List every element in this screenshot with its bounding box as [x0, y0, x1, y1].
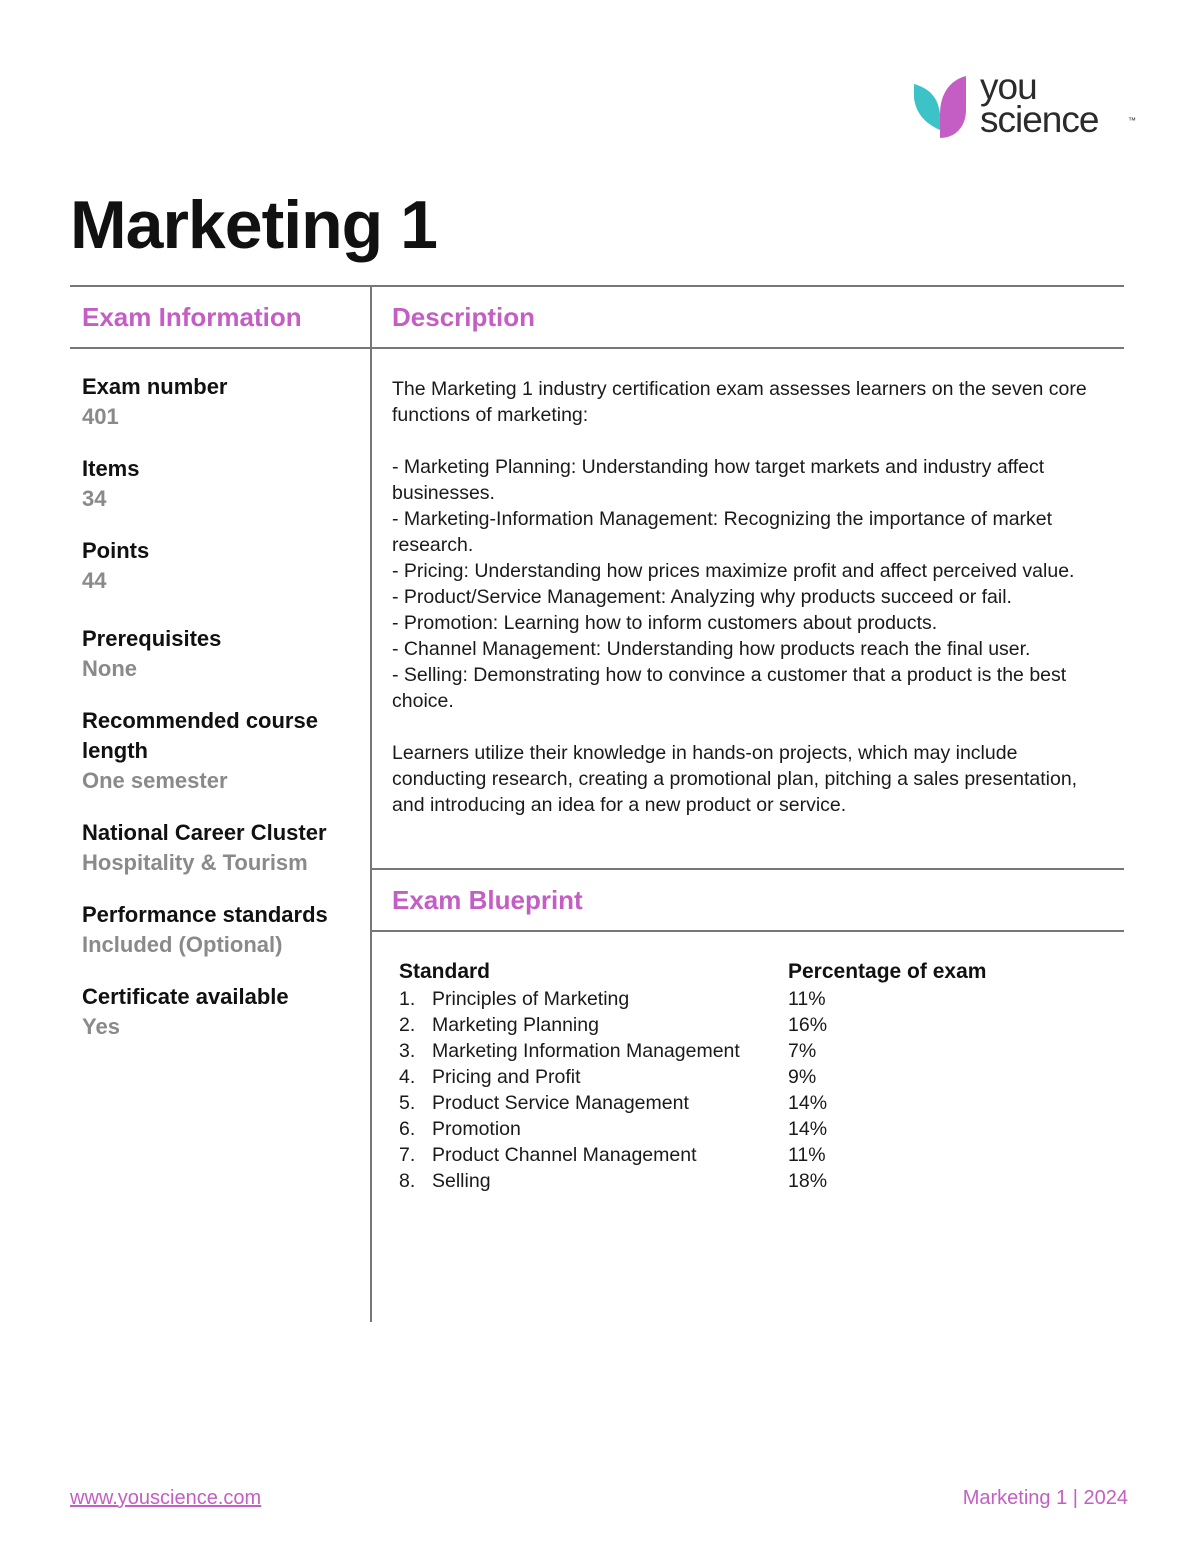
blueprint-top-divider: [370, 868, 1124, 870]
info-course-length: [82, 706, 362, 796]
exam-info-list: [82, 372, 362, 1064]
row-standard: Pricing and Profit: [432, 1066, 581, 1088]
row-standard: Product Service Management: [432, 1092, 689, 1114]
row-standard: Principles of Marketing: [432, 988, 630, 1010]
info-label: Prerequisites: [82, 626, 222, 651]
bullet-item: - Marketing-Information Management: Recognizing the importance of market research.: [392, 508, 1053, 556]
table-row: [399, 986, 1099, 1012]
row-standard: Marketing Planning: [432, 1014, 599, 1036]
exam-information-heading: Exam Information: [82, 302, 302, 332]
blueprint-header-divider: [370, 930, 1124, 932]
logo-wordmark: [980, 66, 1099, 140]
row-percentage: 9%: [788, 1066, 817, 1088]
info-items: [82, 454, 362, 514]
row-number: 3.: [399, 1040, 416, 1062]
row-standard: Marketing Information Management: [432, 1040, 740, 1062]
info-certificate: [82, 982, 362, 1042]
info-label: Recommended course length: [82, 708, 318, 763]
bullet-item: - Product/Service Management: Analyzing why products succeed or fail.: [392, 586, 1012, 608]
info-career-cluster: [82, 818, 362, 878]
leaf-logo-icon: [912, 74, 970, 140]
info-value: None: [82, 656, 137, 681]
logo-line-you: you: [980, 66, 1037, 107]
row-percentage: 11%: [788, 988, 826, 1010]
row-percentage: 11%: [788, 1144, 826, 1166]
column-header-percentage: Percentage of exam: [788, 960, 987, 983]
bullet-item: - Promotion: Learning how to inform customers about products.: [392, 612, 938, 634]
exam-blueprint-heading: Exam Blueprint: [392, 885, 583, 915]
footer-page-label: Marketing 1 | 2024: [962, 1487, 1128, 1509]
row-number: 6.: [399, 1118, 416, 1140]
row-percentage: 16%: [788, 1014, 828, 1036]
logo-line-science: science: [980, 99, 1099, 140]
top-divider: [70, 285, 1124, 287]
info-label: Exam number: [82, 374, 228, 399]
info-exam-number: [82, 372, 362, 432]
info-value: Yes: [82, 1014, 120, 1039]
info-label: Items: [82, 456, 140, 481]
row-number: 1.: [399, 988, 416, 1010]
info-label: Performance standards: [82, 902, 328, 927]
table-row: [399, 1168, 1099, 1194]
info-value: 44: [82, 568, 107, 593]
info-performance-standards: [82, 900, 362, 960]
row-number: 7.: [399, 1144, 416, 1166]
description-body: [392, 376, 1114, 844]
row-number: 8.: [399, 1170, 416, 1192]
header-divider: [70, 347, 1124, 349]
row-number: 5.: [399, 1092, 416, 1114]
table-row: [399, 1090, 1099, 1116]
youscience-logo: [912, 66, 1136, 142]
blueprint-header-row: [399, 958, 1099, 986]
column-divider: [370, 286, 372, 1322]
page-title: Marketing 1: [70, 187, 437, 263]
info-value: 401: [82, 404, 119, 429]
row-standard: Selling: [432, 1170, 491, 1192]
info-value: Hospitality & Tourism: [82, 850, 308, 875]
info-label: Points: [82, 538, 150, 563]
description-closing: Learners utilize their knowledge in hands-on projects, which may include conducting research, creating a promotional plan, pitching a sales presentation, and introducing an idea for a new product or service.: [392, 742, 1078, 816]
blueprint-table: [399, 958, 1099, 1194]
info-value: One semester: [82, 768, 228, 793]
bullet-item: - Channel Management: Understanding how products reach the final user.: [392, 638, 1031, 660]
website-link[interactable]: www.youscience.com: [70, 1487, 262, 1509]
row-standard: Product Channel Management: [432, 1144, 697, 1166]
description-bullets: [392, 454, 1114, 714]
info-prerequisites: [82, 624, 362, 684]
bullet-item: - Selling: Demonstrating how to convince a customer that a product is the best choice.: [392, 664, 1067, 712]
bullet-item: - Marketing Planning: Understanding how target markets and industry affect businesses.: [392, 456, 1045, 504]
info-label: Certificate available: [82, 984, 289, 1009]
info-value: Included (Optional): [82, 932, 283, 957]
column-header-standard: Standard: [399, 960, 491, 983]
row-percentage: 7%: [788, 1040, 817, 1062]
info-label: National Career Cluster: [82, 820, 327, 845]
row-number: 2.: [399, 1014, 416, 1036]
info-value: 34: [82, 486, 107, 511]
row-percentage: 14%: [788, 1092, 828, 1114]
logo-trademark: ™: [1128, 116, 1136, 125]
table-row: [399, 1116, 1099, 1142]
row-percentage: 18%: [788, 1170, 828, 1192]
row-standard: Promotion: [432, 1118, 521, 1140]
bullet-item: - Pricing: Understanding how prices maximize profit and affect perceived value.: [392, 560, 1075, 582]
row-percentage: 14%: [788, 1118, 828, 1140]
table-row: [399, 1064, 1099, 1090]
table-row: [399, 1142, 1099, 1168]
info-points: [82, 536, 362, 596]
table-row: [399, 1012, 1099, 1038]
row-number: 4.: [399, 1066, 416, 1088]
description-intro: The Marketing 1 industry certification exam assesses learners on the seven core functions of marketing:: [392, 378, 1087, 426]
description-heading: Description: [392, 302, 536, 332]
table-row: [399, 1038, 1099, 1064]
